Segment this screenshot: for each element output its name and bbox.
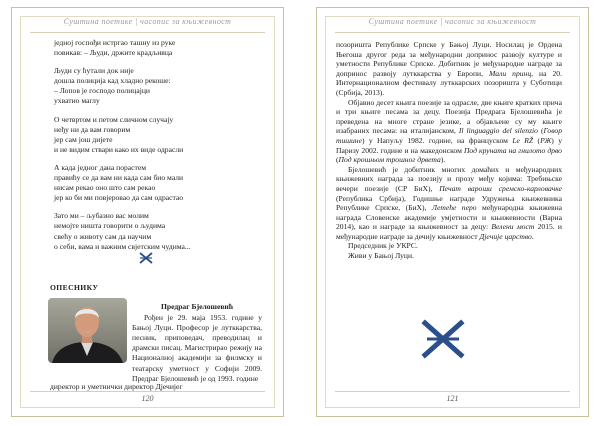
poem-stanza [54,38,254,58]
page-number: 121 [446,394,459,403]
poem-line: немојте ништа говорити о људима [54,221,166,231]
poem-line: Људи су ћутали док није [54,66,134,76]
section-title: ОПЕСНИКУ [50,283,99,292]
right-page [311,2,594,422]
poem-line: о себи, вама и важним свјетским чудима... [54,241,191,251]
header-rule [30,32,265,33]
footer-rule [335,391,570,392]
author-name: Предраг Бјелошевић [160,302,234,311]
poem-line: свећу о животу сам да научим [54,231,152,241]
paragraph: позоришта Републике Српске у Бањој Луци. Носилац је Ордена Његоша другог реда за међународни допринос развоју културе и уметности Републике Српске. Добитник је међународне награде за допринос развоју лутккарства у Европи, Мали принц, на 20. Интернационалном фестивалу лутккарских позоришта у Суботици (Србија, 2013). [336,40,563,97]
ornament-icon [421,319,465,359]
left-page [6,2,289,422]
poem-line: Зато ми – љубазно вас молим [54,211,149,221]
header-rule [335,32,570,33]
poem-stanza [54,211,254,251]
poem-stanza [54,115,254,155]
footer-rule [30,391,265,392]
poem-line: неђу ни да вам говорим [54,124,131,134]
paragraph: Објавио десет књига поезије за одрасле, две књиге кратких прича и три књиге песама за децу. Поезија Предрага Бјелошевића је преведена на многе стране језике, а објављене су му књиге изабраних песама: на италијанском, Il linguaggio del silenzio (Говор тишине) у Напуљу 1982. године, на француском Le RŽ (РЖ) у Паризу 2002. године и на македонском Под круната на гнилото дрво (Под крошњом трошног дрвета). [336,97,562,165]
poem-line: нисам рекао оно што сам рекао [54,183,156,193]
ornament-icon [139,252,153,264]
poem-line: ухватио маглу [54,96,100,106]
author-portrait [48,298,127,363]
page-number: 120 [141,394,154,403]
poem-line: дошла полиција кад хладно рекоше: [54,76,171,86]
author-bio [132,302,262,384]
poem-stanza [54,66,254,106]
poem-line: и не видим ствари како их виде одрасли [54,144,184,154]
poem-stanza [54,163,254,203]
bio-text-continued: директор и уметнички директор Дјечијег [50,382,183,391]
poem-line: јер сам још дијете [54,134,113,144]
body-text [336,40,562,261]
closing-line: Председник је УКРС. [348,241,418,251]
closing-line: Живи у Бањој Луци. [348,251,414,261]
poem-line: правићу се да вам ни када сам био мали [54,173,184,183]
paragraph: Бјелошевић је добитник многих домаћих и међународних књижевних награда за поезију и прозу међу којима: Требињске вечери поезије (СР БиХ), Печат вароши сремско-карловачке (Република Србија), Годишње награде Удружења књижевника Републике Српске, (БиХ), Летеће перо међународна књижевна награда Словенске академије умјетности и књижевности (Варна 2014), као и награде за књижевност за децу: Велени мост 2015. и међународне награде за дечију књижевност Дјечије царство. [336,164,562,241]
running-header: Суштина поетике | часопис за књижевност [63,17,232,26]
poem-line: О четвртом и петом сличном случају [54,114,174,124]
poem [54,38,254,260]
bio-text: Рођен је 29. маја 1953. године у Бањој Луци. Професор је лутккарства, песник, приповедач, преводилац и драмски писац. Магистрирао режију на Националној академији за филмску и театарску уметност у Софији 2009. Предраг Бјелошевић је од 1993. године [132,313,262,383]
poem-line: А када једног дана порастем [54,162,147,172]
poem-line: – Лопов је господо полицајци [54,86,150,96]
poem-line: једној госпођи истргао ташну из руке [54,38,176,47]
poem-line: јер ко би ми повјеровао да сам одрастао [54,193,184,203]
running-header: Суштина поетике | часопис за књижевност [368,17,537,26]
poem-line: повикав: – Људи, држите крадљивца [54,48,173,58]
